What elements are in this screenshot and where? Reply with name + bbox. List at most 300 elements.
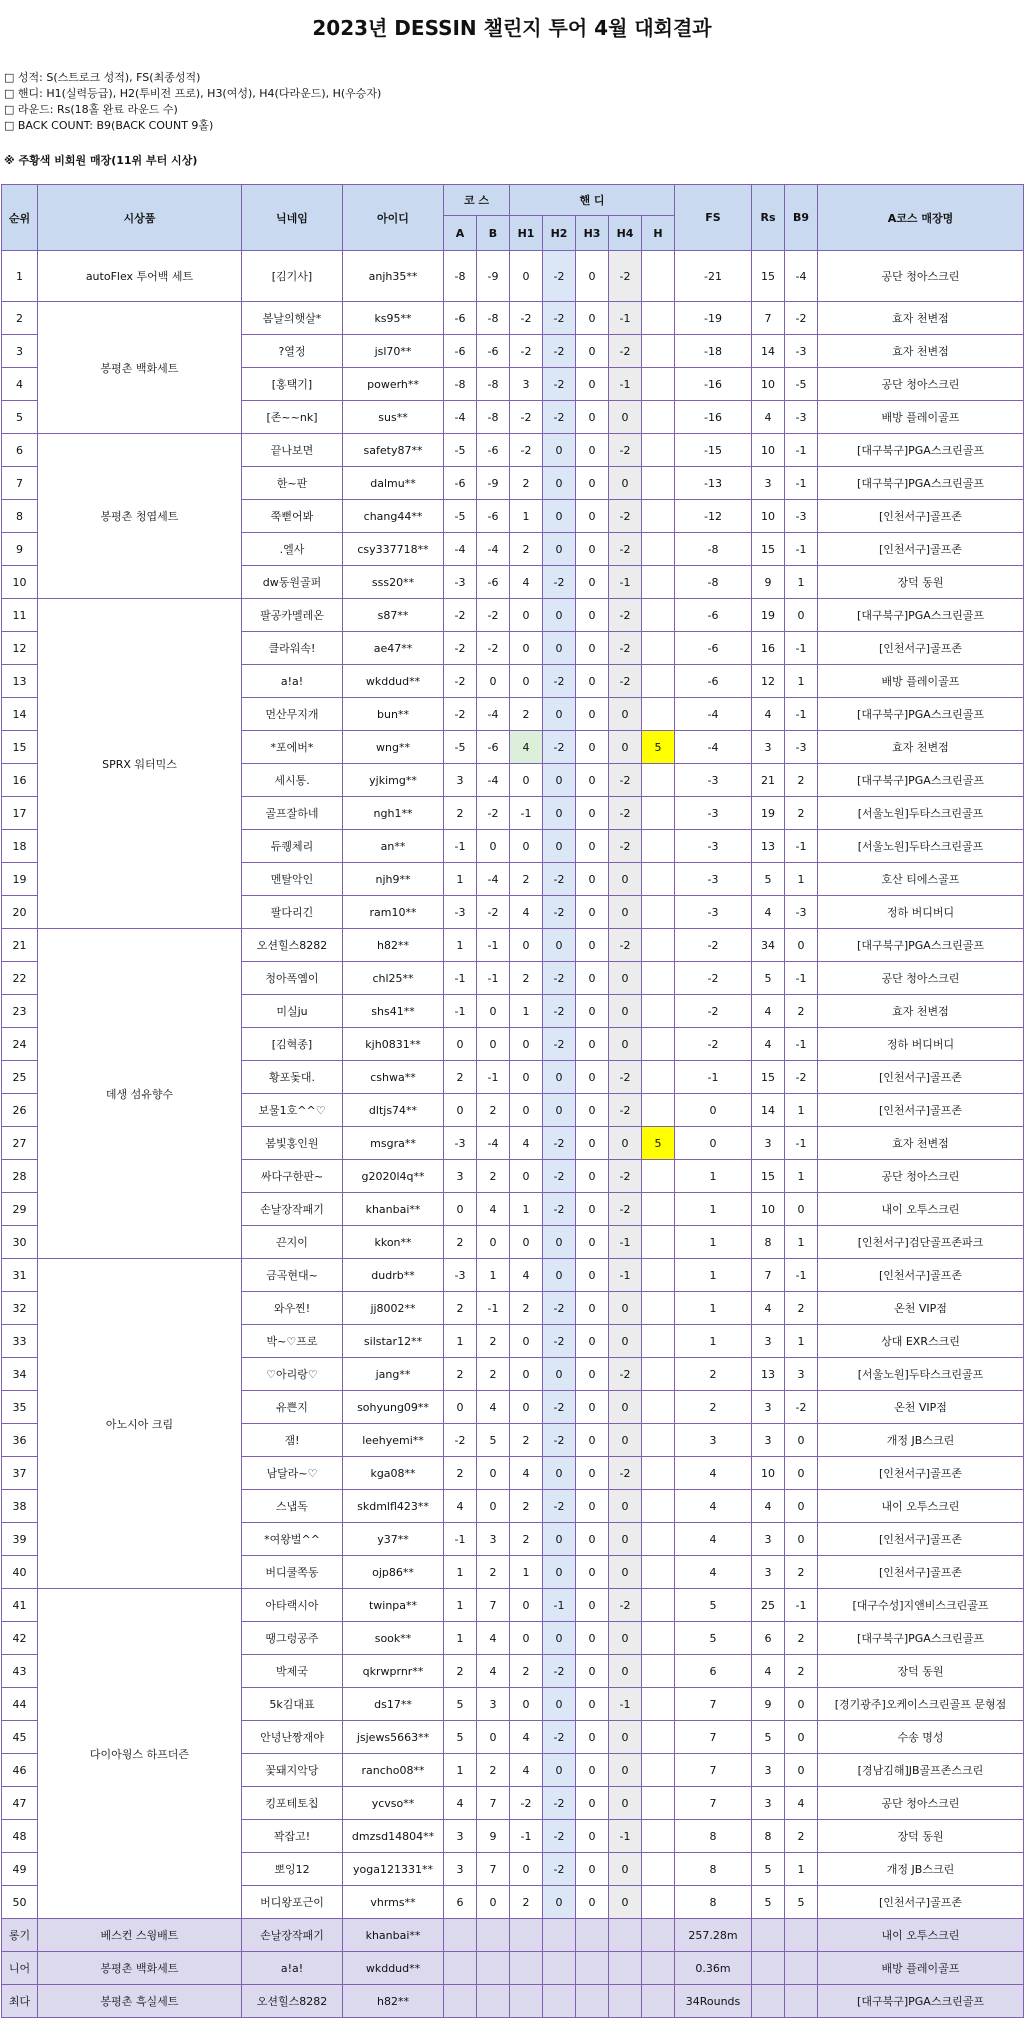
cell-h3: 0 xyxy=(576,1787,609,1820)
cell-a: -3 xyxy=(444,1259,477,1292)
cell-rs: 5 xyxy=(752,962,785,995)
cell-rs: 8 xyxy=(752,1820,785,1853)
table-row xyxy=(2,1589,1024,1622)
cell-h4: -2 xyxy=(609,632,642,665)
cell-rs: 9 xyxy=(752,1688,785,1721)
cell-store: 효자 천변점 xyxy=(818,1127,1024,1160)
cell-b9: -1 xyxy=(785,632,818,665)
cell-a: 2 xyxy=(444,1292,477,1325)
cell-id: sohyung09** xyxy=(343,1391,444,1424)
cell-h4: 0 xyxy=(609,1721,642,1754)
cell-h2: 0 xyxy=(543,1886,576,1919)
cell-nickname: 듀퀭체리 xyxy=(242,830,343,863)
cell-h3: 0 xyxy=(576,1358,609,1391)
cell-store: [인천서구]골프존 xyxy=(818,1094,1024,1127)
cell-h1: -1 xyxy=(510,1820,543,1853)
cell-h2: -2 xyxy=(543,896,576,929)
cell-rs: 4 xyxy=(752,995,785,1028)
cell-id: dmzsd14804** xyxy=(343,1820,444,1853)
cell-h1: 0 xyxy=(510,1094,543,1127)
cell-b9: -1 xyxy=(785,467,818,500)
award-empty-cell xyxy=(785,1919,818,1952)
cell-h2: -2 xyxy=(543,1490,576,1523)
award-empty-cell xyxy=(576,1919,609,1952)
cell-a: 2 xyxy=(444,1061,477,1094)
cell-h2: 0 xyxy=(543,1688,576,1721)
cell-h4: -2 xyxy=(609,1094,642,1127)
table-row xyxy=(2,599,1024,632)
cell-rank: 40 xyxy=(2,1556,38,1589)
cell-b9: -1 xyxy=(785,962,818,995)
cell-fs: 1 xyxy=(675,1193,752,1226)
cell-fs: 2 xyxy=(675,1358,752,1391)
cell-b: -6 xyxy=(477,335,510,368)
prize-cell: SPRX 워터믹스 xyxy=(38,599,242,929)
award-prize: 봉평촌 흑실세트 xyxy=(38,1985,242,2018)
cell-store: 배방 플레이골프 xyxy=(818,401,1024,434)
cell-h1: 1 xyxy=(510,1193,543,1226)
cell-h3: 0 xyxy=(576,1325,609,1358)
cell-fs: -2 xyxy=(675,929,752,962)
cell-rank: 3 xyxy=(2,335,38,368)
cell-a: 5 xyxy=(444,1721,477,1754)
cell-rank: 50 xyxy=(2,1886,38,1919)
cell-h3: 0 xyxy=(576,566,609,599)
cell-h: 5 xyxy=(642,1127,675,1160)
cell-h2: 0 xyxy=(543,533,576,566)
cell-b9: 0 xyxy=(785,1424,818,1457)
cell-b: -2 xyxy=(477,599,510,632)
cell-h2: 0 xyxy=(543,698,576,731)
cell-h2: -2 xyxy=(543,368,576,401)
cell-store: [대구북구]PGA스크린골프 xyxy=(818,467,1024,500)
award-type: 롱기 xyxy=(2,1919,38,1952)
cell-store: 공단 청아스크린 xyxy=(818,251,1024,302)
cell-b9: 1 xyxy=(785,863,818,896)
cell-nickname: 아타랙시아 xyxy=(242,1589,343,1622)
cell-a: 5 xyxy=(444,1688,477,1721)
cell-store: 공단 청아스크린 xyxy=(818,1160,1024,1193)
cell-b: 4 xyxy=(477,1193,510,1226)
cell-h xyxy=(642,1853,675,1886)
cell-h3: 0 xyxy=(576,1589,609,1622)
cell-fs: 8 xyxy=(675,1886,752,1919)
cell-id: sook** xyxy=(343,1622,444,1655)
cell-h2: 0 xyxy=(543,599,576,632)
cell-a: 1 xyxy=(444,1556,477,1589)
award-empty-cell xyxy=(642,1985,675,2018)
cell-store: 정하 버디버디 xyxy=(818,896,1024,929)
cell-fs: -2 xyxy=(675,962,752,995)
cell-h1: 0 xyxy=(510,665,543,698)
cell-h2: -2 xyxy=(543,1292,576,1325)
cell-a: 3 xyxy=(444,1820,477,1853)
cell-store: [인천서구]골프존 xyxy=(818,1259,1024,1292)
cell-rank: 44 xyxy=(2,1688,38,1721)
cell-nickname: 먼산무지개 xyxy=(242,698,343,731)
cell-store: [인천서구]골프존 xyxy=(818,632,1024,665)
cell-fs: -3 xyxy=(675,797,752,830)
cell-rank: 20 xyxy=(2,896,38,929)
cell-rank: 13 xyxy=(2,665,38,698)
cell-a: -1 xyxy=(444,995,477,1028)
cell-h2: -2 xyxy=(543,1655,576,1688)
cell-h1: 0 xyxy=(510,1688,543,1721)
cell-a: -2 xyxy=(444,698,477,731)
cell-rank: 21 xyxy=(2,929,38,962)
cell-h4: -2 xyxy=(609,1589,642,1622)
cell-h2: 0 xyxy=(543,764,576,797)
cell-h1: 4 xyxy=(510,1127,543,1160)
cell-id: s87** xyxy=(343,599,444,632)
cell-b9: -1 xyxy=(785,434,818,467)
prize-cell: 봉평촌 백화세트 xyxy=(38,302,242,434)
cell-h3: 0 xyxy=(576,1160,609,1193)
cell-h xyxy=(642,1391,675,1424)
cell-a: 1 xyxy=(444,929,477,962)
cell-rank: 41 xyxy=(2,1589,38,1622)
cell-h4: -1 xyxy=(609,1226,642,1259)
cell-b9: -1 xyxy=(785,533,818,566)
cell-h4: -2 xyxy=(609,1061,642,1094)
cell-b9: 0 xyxy=(785,1523,818,1556)
cell-nickname: 팔다리긴 xyxy=(242,896,343,929)
award-empty-cell xyxy=(609,1985,642,2018)
cell-h2: -2 xyxy=(543,1028,576,1061)
cell-h4: -2 xyxy=(609,533,642,566)
cell-h3: 0 xyxy=(576,1424,609,1457)
cell-rank: 35 xyxy=(2,1391,38,1424)
cell-nickname: [김기사] xyxy=(242,251,343,302)
cell-h2: -2 xyxy=(543,1424,576,1457)
cell-h4: 0 xyxy=(609,1523,642,1556)
cell-a: 1 xyxy=(444,863,477,896)
cell-a: -6 xyxy=(444,302,477,335)
cell-h1: 2 xyxy=(510,962,543,995)
cell-h4: -2 xyxy=(609,665,642,698)
cell-b9: 0 xyxy=(785,929,818,962)
cell-fs: -3 xyxy=(675,896,752,929)
warning-note: ※ 주황색 비회원 매장(11위 부터 시상) xyxy=(4,154,198,167)
cell-h4: 0 xyxy=(609,1424,642,1457)
cell-h2: 0 xyxy=(543,500,576,533)
cell-a: 0 xyxy=(444,1193,477,1226)
cell-fs: -6 xyxy=(675,665,752,698)
cell-b: -4 xyxy=(477,863,510,896)
cell-h3: 0 xyxy=(576,1028,609,1061)
cell-fs: -4 xyxy=(675,698,752,731)
cell-nickname: 금곡현대~ xyxy=(242,1259,343,1292)
cell-b: -8 xyxy=(477,401,510,434)
cell-rank: 26 xyxy=(2,1094,38,1127)
cell-h4: 0 xyxy=(609,731,642,764)
cell-h xyxy=(642,1523,675,1556)
cell-b9: 0 xyxy=(785,599,818,632)
prize-cell: 아노시아 크림 xyxy=(38,1259,242,1589)
cell-h4: 0 xyxy=(609,995,642,1028)
cell-h4: -2 xyxy=(609,599,642,632)
cell-rank: 45 xyxy=(2,1721,38,1754)
cell-rank: 7 xyxy=(2,467,38,500)
cell-b: -6 xyxy=(477,731,510,764)
cell-store: 수송 명성 xyxy=(818,1721,1024,1754)
cell-h4: -1 xyxy=(609,302,642,335)
cell-h3: 0 xyxy=(576,764,609,797)
cell-h3: 0 xyxy=(576,434,609,467)
cell-h2: 0 xyxy=(543,467,576,500)
award-type: 최다 xyxy=(2,1985,38,2018)
cell-rs: 9 xyxy=(752,566,785,599)
cell-h2: 0 xyxy=(543,1094,576,1127)
cell-store: 장덕 동원 xyxy=(818,566,1024,599)
cell-b: 2 xyxy=(477,1325,510,1358)
award-empty-cell xyxy=(510,1952,543,1985)
cell-h2: 0 xyxy=(543,830,576,863)
cell-nickname: 끈지이 xyxy=(242,1226,343,1259)
award-row xyxy=(2,1919,1024,1952)
cell-rank: 30 xyxy=(2,1226,38,1259)
cell-b: -6 xyxy=(477,566,510,599)
cell-store: [경남김해]JB골프존스크린 xyxy=(818,1754,1024,1787)
cell-b9: 5 xyxy=(785,1886,818,1919)
cell-h4: -2 xyxy=(609,1193,642,1226)
award-store: 배방 플레이골프 xyxy=(818,1952,1024,1985)
cell-fs: -3 xyxy=(675,830,752,863)
cell-fs: -16 xyxy=(675,368,752,401)
table-row xyxy=(2,434,1024,467)
award-value: 0.36m xyxy=(675,1952,752,1985)
cell-store: [대구북구]PGA스크린골프 xyxy=(818,1622,1024,1655)
cell-rs: 3 xyxy=(752,467,785,500)
cell-h4: -1 xyxy=(609,368,642,401)
cell-a: 1 xyxy=(444,1622,477,1655)
cell-b: -1 xyxy=(477,1061,510,1094)
cell-h4: -1 xyxy=(609,1259,642,1292)
cell-h xyxy=(642,797,675,830)
cell-b9: 3 xyxy=(785,1358,818,1391)
cell-h4: -1 xyxy=(609,566,642,599)
cell-b9: 2 xyxy=(785,1655,818,1688)
cell-h4: 0 xyxy=(609,1853,642,1886)
cell-rs: 15 xyxy=(752,1061,785,1094)
cell-rs: 3 xyxy=(752,1424,785,1457)
cell-id: jj8002** xyxy=(343,1292,444,1325)
cell-h2: 0 xyxy=(543,929,576,962)
results-body xyxy=(2,251,1024,2018)
cell-fs: 6 xyxy=(675,1655,752,1688)
cell-store: [경기광주]오케이스크린골프 문형점 xyxy=(818,1688,1024,1721)
cell-rs: 4 xyxy=(752,896,785,929)
cell-store: 공단 청아스크린 xyxy=(818,368,1024,401)
cell-b9: 2 xyxy=(785,1820,818,1853)
cell-h xyxy=(642,566,675,599)
cell-h1: 4 xyxy=(510,1259,543,1292)
prize-cell: 다이아윙스 하프더즌 xyxy=(38,1589,242,1919)
cell-h2: 0 xyxy=(543,434,576,467)
cell-h2: -2 xyxy=(543,1391,576,1424)
cell-a: -2 xyxy=(444,1424,477,1457)
cell-h1: 4 xyxy=(510,1721,543,1754)
cell-h4: 0 xyxy=(609,1886,642,1919)
cell-b: 4 xyxy=(477,1391,510,1424)
cell-rs: 16 xyxy=(752,632,785,665)
cell-a: 6 xyxy=(444,1886,477,1919)
cell-rs: 3 xyxy=(752,1556,785,1589)
cell-h2: -2 xyxy=(543,1127,576,1160)
cell-id: powerh** xyxy=(343,368,444,401)
cell-fs: -3 xyxy=(675,764,752,797)
prize-cell: 봉평촌 청엽세트 xyxy=(38,434,242,599)
cell-store: [대구북구]PGA스크린골프 xyxy=(818,698,1024,731)
cell-b: 3 xyxy=(477,1688,510,1721)
cell-b9: 1 xyxy=(785,665,818,698)
cell-rank: 25 xyxy=(2,1061,38,1094)
cell-nickname: 보물1호^^♡ xyxy=(242,1094,343,1127)
cell-h1: 4 xyxy=(510,731,543,764)
cell-h xyxy=(642,467,675,500)
award-nickname: 오션힐스8282 xyxy=(242,1985,343,2018)
cell-id: khanbai** xyxy=(343,1193,444,1226)
cell-rank: 43 xyxy=(2,1655,38,1688)
cell-fs: -6 xyxy=(675,632,752,665)
cell-nickname: 팔공카멜레온 xyxy=(242,599,343,632)
cell-a: -8 xyxy=(444,251,477,302)
cell-rank: 24 xyxy=(2,1028,38,1061)
cell-nickname: 한~판 xyxy=(242,467,343,500)
cell-h1: 0 xyxy=(510,764,543,797)
cell-id: ae47** xyxy=(343,632,444,665)
cell-h4: 0 xyxy=(609,1490,642,1523)
cell-h1: 0 xyxy=(510,1160,543,1193)
cell-h4: -2 xyxy=(609,434,642,467)
cell-a: -1 xyxy=(444,830,477,863)
cell-h3: 0 xyxy=(576,830,609,863)
award-empty-cell xyxy=(477,1919,510,1952)
cell-b: 0 xyxy=(477,1886,510,1919)
cell-a: 0 xyxy=(444,1391,477,1424)
award-id: h82** xyxy=(343,1985,444,2018)
cell-b9: 2 xyxy=(785,764,818,797)
cell-nickname: 클라워속! xyxy=(242,632,343,665)
cell-b9: 1 xyxy=(785,566,818,599)
cell-nickname: 오션힐스8282 xyxy=(242,929,343,962)
cell-h4: -2 xyxy=(609,335,642,368)
cell-h1: 0 xyxy=(510,599,543,632)
cell-fs: 1 xyxy=(675,1292,752,1325)
cell-b9: -2 xyxy=(785,302,818,335)
cell-fs: 5 xyxy=(675,1622,752,1655)
cell-store: 내이 오투스크린 xyxy=(818,1193,1024,1226)
award-empty-cell xyxy=(785,1952,818,1985)
cell-rank: 47 xyxy=(2,1787,38,1820)
table-row xyxy=(2,302,1024,335)
cell-h xyxy=(642,1193,675,1226)
cell-id: wng** xyxy=(343,731,444,764)
cell-h3: 0 xyxy=(576,1457,609,1490)
cell-store: 효자 천변점 xyxy=(818,731,1024,764)
cell-a: -3 xyxy=(444,896,477,929)
cell-fs: 1 xyxy=(675,1160,752,1193)
cell-h3: 0 xyxy=(576,500,609,533)
cell-h2: 0 xyxy=(543,1556,576,1589)
cell-id: anjh35** xyxy=(343,251,444,302)
cell-h3: 0 xyxy=(576,401,609,434)
cell-b9: -3 xyxy=(785,335,818,368)
cell-h xyxy=(642,368,675,401)
cell-nickname: 뽀잉12 xyxy=(242,1853,343,1886)
cell-rs: 12 xyxy=(752,665,785,698)
cell-b9: 0 xyxy=(785,1490,818,1523)
cell-b: 7 xyxy=(477,1589,510,1622)
cell-h3: 0 xyxy=(576,1721,609,1754)
cell-h3: 0 xyxy=(576,1886,609,1919)
cell-b9: -3 xyxy=(785,401,818,434)
cell-b: -1 xyxy=(477,962,510,995)
cell-h xyxy=(642,1688,675,1721)
cell-h xyxy=(642,533,675,566)
cell-h1: 0 xyxy=(510,1061,543,1094)
cell-h1: 1 xyxy=(510,500,543,533)
cell-h2: -2 xyxy=(543,863,576,896)
cell-h3: 0 xyxy=(576,665,609,698)
award-empty-cell xyxy=(752,1952,785,1985)
cell-rs: 4 xyxy=(752,698,785,731)
cell-h1: -1 xyxy=(510,797,543,830)
cell-h1: -2 xyxy=(510,434,543,467)
cell-a: -2 xyxy=(444,665,477,698)
award-row xyxy=(2,1985,1024,2018)
cell-h2: -2 xyxy=(543,1820,576,1853)
cell-h1: 2 xyxy=(510,1655,543,1688)
cell-h1: 0 xyxy=(510,632,543,665)
cell-a: -3 xyxy=(444,1127,477,1160)
cell-a: -4 xyxy=(444,401,477,434)
cell-nickname: 안녕난짱재야 xyxy=(242,1721,343,1754)
cell-rs: 15 xyxy=(752,1160,785,1193)
cell-nickname: 킹포테토칩 xyxy=(242,1787,343,1820)
cell-h1: 2 xyxy=(510,467,543,500)
cell-h3: 0 xyxy=(576,1292,609,1325)
cell-b9: 1 xyxy=(785,1853,818,1886)
page-title: 2023년 DESSIN 챌린지 투어 4월 대회결과 xyxy=(312,16,712,40)
cell-h xyxy=(642,863,675,896)
cell-h xyxy=(642,1358,675,1391)
cell-h1: 3 xyxy=(510,368,543,401)
cell-h2: 0 xyxy=(543,1226,576,1259)
cell-h xyxy=(642,830,675,863)
cell-h3: 0 xyxy=(576,1061,609,1094)
cell-nickname: .엘사 xyxy=(242,533,343,566)
cell-b9: -4 xyxy=(785,251,818,302)
cell-b: 0 xyxy=(477,995,510,1028)
cell-h3: 0 xyxy=(576,1193,609,1226)
cell-id: ram10** xyxy=(343,896,444,929)
award-empty-cell xyxy=(444,1985,477,2018)
cell-h xyxy=(642,1325,675,1358)
cell-h4: 0 xyxy=(609,401,642,434)
cell-h2: -2 xyxy=(543,665,576,698)
cell-h3: 0 xyxy=(576,599,609,632)
cell-store: 호산 티에스골프 xyxy=(818,863,1024,896)
cell-h1: 1 xyxy=(510,1556,543,1589)
cell-h2: -2 xyxy=(543,1325,576,1358)
cell-b9: 0 xyxy=(785,1457,818,1490)
cell-id: leehyemi** xyxy=(343,1424,444,1457)
cell-rank: 36 xyxy=(2,1424,38,1457)
cell-h4: 0 xyxy=(609,1622,642,1655)
cell-id: njh9** xyxy=(343,863,444,896)
cell-h xyxy=(642,1787,675,1820)
